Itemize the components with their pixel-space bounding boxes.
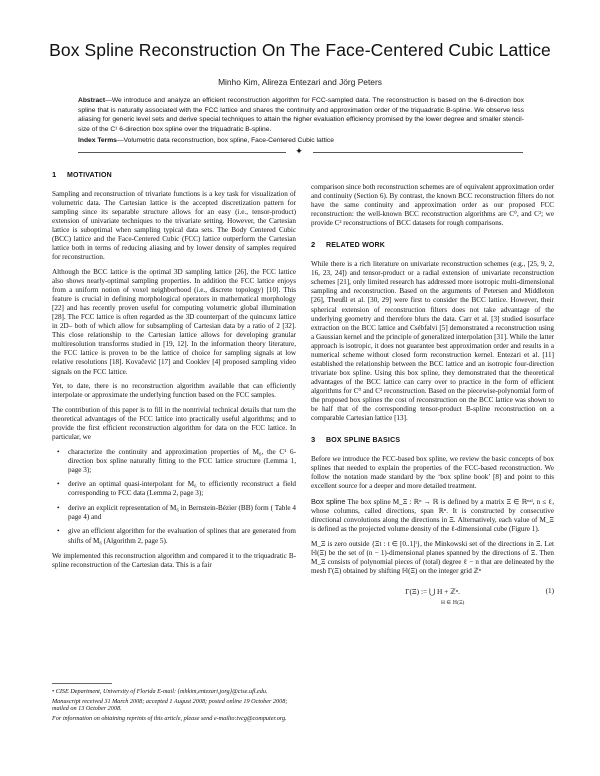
index-terms-text: —Volumetric data reconstruction, box spline, Face-Centered Cubic lattice: [116, 137, 334, 144]
abstract-label: Abstract: [78, 97, 106, 104]
index-terms-label: Index Terms: [78, 137, 117, 144]
abstract: [78, 96, 524, 134]
equation-1: [311, 582, 554, 608]
list-item: • derive an explicit representation of M₆ in Bernstein-Bézier (BB) form ( Table 4 page 4) and: [68, 504, 296, 522]
footnote-affiliation: • CISE Department, University of Florida E-mail: {mhkim,entezari,jorg}@cise.ufl.edu.: [52, 688, 268, 695]
right-column: [311, 183, 554, 608]
section-title: BOX SPLINE BASICS: [326, 437, 401, 445]
author-list: Minho Kim, Alireza Entezari and Jörg Peters: [218, 77, 382, 87]
equation-subscript: H ∈ ℍ(Ξ): [441, 599, 465, 606]
list-item: • derive an optimal quasi-interpolant for M₆ to efficiently reconstruct a field corresponding to FCC data (Lemma 2, page 3);: [68, 480, 296, 498]
divider-diamond-icon: ✦: [295, 147, 303, 157]
paragraph: We implemented this reconstruction algorithm and compared it to the triquadratic B-spline reconstruction of the Cartesian data. This is a fair: [52, 551, 296, 569]
divider-rule-right: [313, 152, 523, 153]
paragraph: comparison since both reconstruction schemes are of equivalent approximation order and continuity (Section 6). By contrast, the known BCC reconstruction filters do not have the same continuity and approximation order as our proposed FCC reconstruction: the well-known BCC reconstruction algorithms are C⁰, and C²; we provide C² reconstructions of BCC datasets for rough comparisons.: [311, 183, 554, 228]
paper-title: Box Spline Reconstruction On The Face-Centered Cubic Lattice: [49, 40, 551, 60]
index-terms: [78, 136, 524, 145]
footnote-manuscript: Manuscript received 31 March 2008; accepted 1 August 2008; posted online 19 October 2008; mailed on 13 October 2008.: [52, 697, 288, 713]
box-spline-term: Box spline: [311, 496, 346, 506]
paragraph: While there is a rich literature on univariate reconstruction schemes (e.g., [25, 9, 2, 16, 23, 24]) and tensor-product or a radial extension of univariate reconstruction schemes [21], only limited research has addressed more isotropic multi-dimensional sampling and reconstruction. Based on the arguments of Petersen and Middleton [26], Theußl et al. [30, 29] were first to consider the BCC lattice. However, their spherical extension of reconstruction filters does not take advantage of the underlying geometry and therefore blurs the data. Carr et al. [3] studied isosurface extraction on the BCC lattice and Csébfalvi [5] demonstrated a reconstruction using a Gaussian kernel and the principle of generalized interpolation [31]. While the latter approach is isotropic, it does not guarantee best approximation order and results in a numerical scheme without closed form reconstruction kernel. Entezari et al. [11] established the relationship between the BCC lattice and an isotropic four-direction trivariate box spline. Using this box spline, they demonstrated that the theoretical advantages of the BCC lattice can carry over to practice in the form of efficient algorithms for C⁰ and C² reconstruction. Based on the piecewise-polynomial form of the proposed box splines the cost of reconstruction on the BCC lattice was shown to be half that of the corresponding tensor-product B-spline reconstruction on a comparable Cartesian lattice [13].: [311, 260, 554, 423]
section-number: 1: [52, 170, 57, 179]
paragraph: Sampling and reconstruction of trivariate functions is a key task for visualization of volumetric data. The Cartesian lattice is the accepted discretization pattern for sampling since its separable structure allows for an easy (i.e., tensor-product) extension of univariate techniques to the trivariate setting. However, the Cartesian lattice is suboptimal when sampling typical data sets. The Body Centered Cubic (BCC) lattice and the Face-Centered Cubic (FCC) lattice outperform the Cartesian lattice both in terms of reducing aliasing and by lower density of samples required for reconstruction.: [52, 190, 296, 262]
paragraph: The contribution of this paper is to fill in the nontrivial technical details that turn the theoretical advantages of the FCC lattice into practically useful algorithms; and to provide the first efficient reconstruction algorithm for data on the FCC lattice. In particular, we: [52, 405, 296, 441]
box-spline-definition: The box spline M_Ξ : ℝⁿ → ℝ is defined by a matrix Ξ ∈ ℝⁿˣˡ, n ≤ ℓ, whose columns, called directions, span ℝⁿ. It is constructed by consecutive directional convolutions along the directions in Ξ. Alternatively, each value of M_Ξ is defined as the projected volume density of the ℓ-dimensional cube (Figure 1).: [311, 497, 554, 534]
footnotes: [52, 688, 296, 725]
section-number: 3: [311, 435, 316, 445]
footnote-rule: [52, 683, 112, 684]
section-title: MOTIVATION: [67, 172, 112, 179]
divider-rule-left: [78, 152, 286, 153]
contribution-list: [52, 448, 296, 546]
abstract-text: —We introduce and analyze an efficient reconstruction algorithm for FCC-sampled data. The reconstruction is based on the 6-direction box spline that is naturally associated with the FCC lattice and shares the continuity and approximation order of the triquadratic B-spline. We observe less aliasing for generic level sets and derive special techniques to attain the higher evaluation efficiency promised by the lower degree and smaller stencil-size of the C¹ 6-direction box spline over the triquadratic B-spline.: [78, 97, 524, 133]
footnote-reprints: For information on obtaining reprints of this article, please send e-mailto:tvcg@computer.org.: [52, 715, 287, 723]
paragraph-box-spline-definition: [311, 497, 554, 534]
section-heading-related-work: [311, 240, 554, 250]
section-heading-motivation: [52, 170, 296, 180]
left-column: [52, 170, 296, 575]
section-heading-box-spline-basics: [311, 435, 554, 445]
paragraph: Yet, to date, there is no reconstruction algorithm available that can efficiently interpolate or approximate the underlying function based on the FCC samples.: [52, 382, 296, 400]
section-number: 2: [311, 240, 316, 250]
list-item: • give an efficient algorithm for the evaluation of splines that are generated from shifts of M₆ (Algorithm 2, page 5).: [68, 527, 296, 545]
equation-body: Γ(Ξ) := ⋃ H + ℤⁿ.: [405, 586, 460, 596]
paragraph: M_Ξ is zero outside {Ξt : t ∈ [0..1]ˡ}, the Minkowski set of the directions in Ξ. Let ℍ(Ξ) be the set of (n − 1)-dimensional planes spanned by the directions of Ξ. Then M_Ξ consists of polynomial pieces of (total) degree ℓ − n that are delineated by the mesh Γ(Ξ) obtained by shifting ℍ(Ξ) on the integer grid ℤⁿ: [311, 539, 554, 575]
section-title: RELATED WORK: [326, 242, 386, 250]
paragraph: Although the BCC lattice is the optimal 3D sampling lattice [26], the FCC lattice also shows nearly-optimal sampling properties. In addition the FCC lattice enjoys from a uniform notion of voxel neighborhood (i.e., discrete topology) [10]. This feature is crucial in defining morphological operators in mathematical morphology [22] and has recently proven useful for computing volumetric global illumination [28]. The FCC lattice is often regarded as the 3D counterpart of the quincunx lattice in 2D– both of which allow for subsampling of Cartesian data by a ratio of 2 [32]. This close relationship to the Cartesian lattice allows for developing granular multiresolution transforms studied in [19, 12]. In the information theory literature, the FCC lattice is proven to be the lattice of choice for sampling signals at low relative resolutions [18]. Kovačević [17] and Cooklev [4] proposed sampling video signals on the FCC lattice.: [52, 268, 296, 376]
equation-number: (1): [545, 586, 554, 595]
list-item: • characterize the continuity and approximation properties of M₆, the C¹ 6-direction box spline naturally fitting to the FCC lattice structure (Lemma 1, page 3);: [68, 448, 296, 475]
paragraph: Before we introduce the FCC-based box spline, we review the basic concepts of box splines that needed to explain the properties of the FCC-based reconstruction. We follow the notation made standard by the ‘box spline book’ [8] and point to this excellent source for a deeper and more detailed treatment.: [311, 455, 554, 491]
